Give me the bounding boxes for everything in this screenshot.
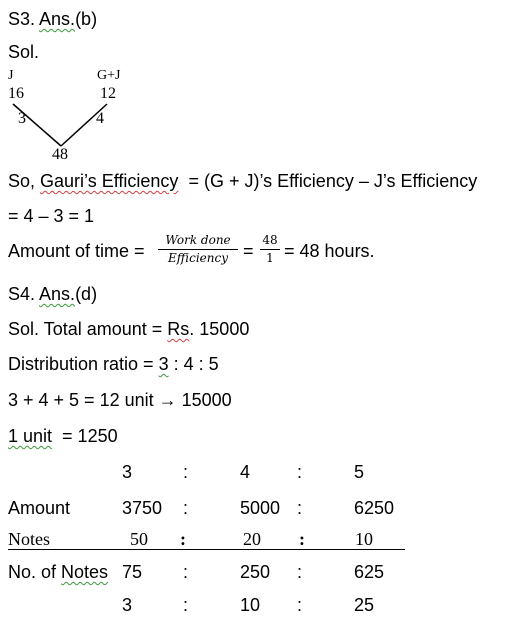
- notes-word: Notes: [61, 562, 109, 582]
- units-line: 3 + 4 + 5 = 12 unit → 15000: [8, 390, 232, 410]
- cell-notes-2: 20: [243, 529, 261, 549]
- cell-final-2: 10: [240, 595, 261, 615]
- total-label: Sol. Total amount =: [8, 319, 168, 339]
- s3-ans-letter: (b): [75, 9, 98, 29]
- fraction-bar: [158, 249, 238, 250]
- fraction-work-efficiency: [158, 234, 238, 264]
- one-unit-label: 1 unit: [8, 426, 53, 446]
- colon: :: [183, 498, 189, 518]
- efficiency-result: = 4 – 3 = 1: [8, 206, 95, 226]
- efficiency-line: [8, 172, 477, 190]
- ratio-rest: : 4 : 5: [168, 354, 219, 374]
- colon: :: [297, 562, 303, 582]
- cell-no-notes-2: 250: [240, 562, 271, 582]
- s4-ans-letter: (d): [75, 284, 98, 304]
- cell-ratio-3: 5: [354, 462, 365, 482]
- ratio-label: Distribution ratio =: [8, 354, 159, 374]
- s4-prefix: S4.: [8, 284, 40, 304]
- colon: :: [297, 498, 303, 518]
- diagram-lines: [0, 0, 140, 170]
- cell-final-3: 25: [354, 595, 375, 615]
- cell-notes-3: 10: [355, 529, 373, 549]
- gauri-efficiency: Gauri’s Efficiency: [40, 171, 179, 191]
- colon: :: [183, 562, 189, 582]
- total-amount-line: [8, 320, 249, 338]
- v-diagram: [0, 0, 140, 170]
- colon: :: [299, 529, 305, 549]
- s4-heading: [8, 285, 97, 303]
- no-of-label: No. of: [8, 562, 62, 582]
- colon: :: [183, 595, 189, 615]
- total-rs: Rs: [167, 319, 190, 339]
- efficiency-formula: = (G + J)’s Efficiency – J’s Efficiency: [178, 171, 478, 191]
- amount-label: Amount: [8, 498, 71, 518]
- ratio-line: [8, 355, 219, 373]
- fraction-equals: =: [243, 241, 254, 261]
- colon: :: [297, 462, 303, 482]
- diagram-right-diff: 4: [96, 110, 104, 127]
- diagram-right-value: 12: [100, 85, 116, 102]
- fraction-numerator: Work done: [165, 233, 231, 247]
- diagram-left-diff: 3: [18, 110, 26, 127]
- no-of-notes-label: [8, 563, 108, 581]
- cell-ratio-1: 3: [122, 462, 133, 482]
- efficiency-so: So,: [8, 171, 41, 191]
- fraction2-bar: [260, 249, 280, 250]
- diagram-left-label: J: [8, 68, 14, 83]
- fraction-48-1: [260, 234, 280, 264]
- fraction-denominator: Efficiency: [168, 251, 228, 265]
- s3-ans-word: Ans.: [39, 9, 76, 29]
- s3-sol: Sol.: [8, 42, 40, 62]
- diagram-left-value: 16: [8, 85, 24, 102]
- fraction2-denominator: 1: [266, 251, 274, 265]
- notes-label: Notes: [8, 529, 50, 549]
- cell-amount-2: 5000: [240, 498, 281, 518]
- colon: :: [183, 462, 189, 482]
- cell-ratio-2: 4: [240, 462, 251, 482]
- diagram-left-line: [13, 104, 61, 146]
- total-value: . 15000: [189, 319, 250, 339]
- colon: :: [180, 529, 186, 549]
- one-unit-value: = 1250: [52, 426, 118, 446]
- s4-ans-word: Ans.: [39, 284, 76, 304]
- cell-no-notes-3: 625: [354, 562, 385, 582]
- colon: :: [297, 595, 303, 615]
- diagram-right-label: G+J: [97, 68, 121, 83]
- time-label: Amount of time =: [8, 241, 145, 261]
- cell-final-1: 3: [122, 595, 133, 615]
- one-unit-line: [8, 427, 118, 445]
- diagram-bottom-value: 48: [52, 146, 68, 163]
- diagram-right-line: [61, 104, 107, 146]
- fraction2-numerator: 48: [262, 233, 278, 247]
- table-divider: [8, 549, 405, 550]
- cell-amount-1: 3750: [122, 498, 163, 518]
- ratio-first: 3: [158, 354, 169, 374]
- cell-amount-3: 6250: [354, 498, 395, 518]
- s3-prefix: S3.: [8, 9, 40, 29]
- cell-no-notes-1: 75: [122, 562, 143, 582]
- time-result: = 48 hours.: [284, 241, 375, 261]
- cell-notes-1: 50: [130, 529, 148, 549]
